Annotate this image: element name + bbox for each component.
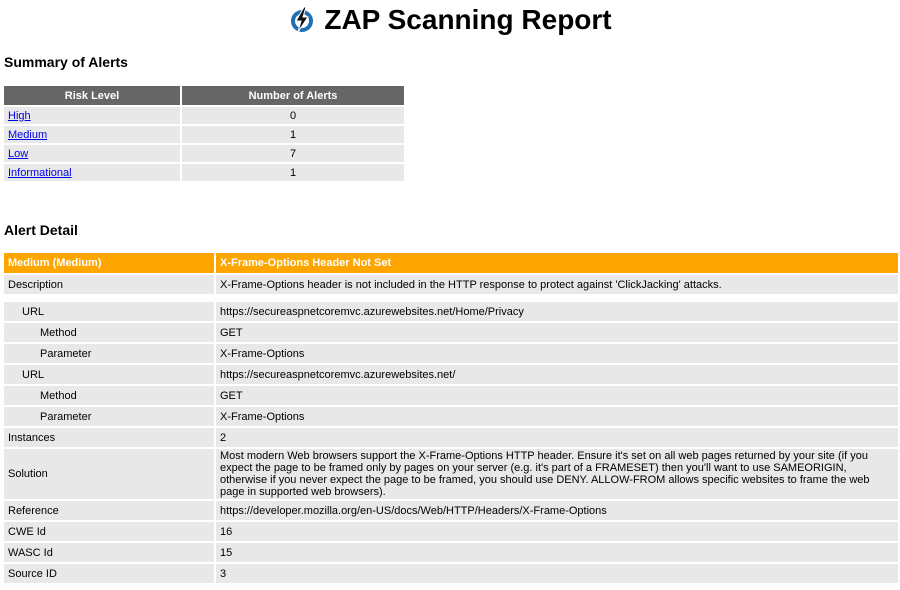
parameter-label: Parameter	[4, 407, 214, 426]
description-row	[4, 275, 898, 294]
risk-link-high[interactable]: High	[8, 109, 31, 122]
risk-link-medium[interactable]: Medium	[8, 128, 48, 141]
summary-table	[2, 84, 406, 183]
method-value: GET	[216, 386, 898, 405]
url-label: URL	[4, 302, 214, 321]
solution-value: Most modern Web browsers support the X-Frame-Options HTTP header. Ensure it's set on all web pages returned by your site (if you expect the page to be framed only by pages on your server (e.g. it's part of a FRAMESET) then you'll want to use SAMEORIGIN, otherwise if you never expect the page to be framed, you should use DENY. ALLOW-FROM allows specific websites to frame the web page in supported web browsers).	[216, 449, 898, 499]
report-title-container	[288, 4, 611, 36]
instance-parameter-row	[4, 344, 898, 363]
instance-method-row	[4, 386, 898, 405]
alert-name: X-Frame-Options Header Not Set	[216, 253, 898, 273]
instance-url-row	[4, 365, 898, 384]
cwe-row	[4, 522, 898, 541]
method-label: Method	[4, 323, 214, 342]
parameter-label: Parameter	[4, 344, 214, 363]
url-value: https://secureaspnetcoremvc.azurewebsites.net/	[216, 365, 898, 384]
alert-count-header: Number of Alerts	[182, 86, 404, 105]
cwe-value: 16	[216, 522, 898, 541]
instance-parameter-row	[4, 407, 898, 426]
parameter-value: X-Frame-Options	[216, 344, 898, 363]
description-label: Description	[4, 275, 214, 294]
alert-header-row	[4, 253, 898, 273]
summary-heading: Summary of Alerts	[4, 54, 128, 70]
summary-row-medium	[4, 126, 404, 143]
wasc-row	[4, 543, 898, 562]
zap-logo-icon	[288, 6, 316, 34]
count-informational: 1	[182, 164, 404, 181]
report-header	[0, 4, 900, 39]
wasc-label: WASC Id	[4, 543, 214, 562]
reference-row	[4, 501, 898, 520]
count-high: 0	[182, 107, 404, 124]
risk-level-header: Risk Level	[4, 86, 180, 105]
page-title: ZAP Scanning Report	[324, 4, 612, 35]
url-label: URL	[4, 365, 214, 384]
alert-risk-label: Medium (Medium)	[4, 253, 214, 273]
spacer-row	[4, 296, 898, 300]
source-id-value: 3	[216, 564, 898, 583]
summary-header-row	[4, 86, 404, 105]
summary-row-informational	[4, 164, 404, 181]
instance-method-row	[4, 323, 898, 342]
risk-link-informational[interactable]: Informational	[8, 166, 72, 179]
summary-row-high	[4, 107, 404, 124]
method-value: GET	[216, 323, 898, 342]
source-id-row	[4, 564, 898, 583]
source-id-label: Source ID	[4, 564, 214, 583]
instances-label: Instances	[4, 428, 214, 447]
instances-row	[4, 428, 898, 447]
alert-detail-heading: Alert Detail	[4, 222, 78, 238]
url-value: https://secureaspnetcoremvc.azurewebsites.net/Home/Privacy	[216, 302, 898, 321]
solution-row	[4, 449, 898, 499]
reference-label: Reference	[4, 501, 214, 520]
summary-row-low	[4, 145, 404, 162]
risk-link-low[interactable]: Low	[8, 147, 29, 160]
reference-value: https://developer.mozilla.org/en-US/docs/Web/HTTP/Headers/X-Frame-Options	[216, 501, 898, 520]
count-medium: 1	[182, 126, 404, 143]
parameter-value: X-Frame-Options	[216, 407, 898, 426]
instance-url-row	[4, 302, 898, 321]
method-label: Method	[4, 386, 214, 405]
instances-value: 2	[216, 428, 898, 447]
alert-detail-table	[2, 251, 900, 585]
wasc-value: 15	[216, 543, 898, 562]
solution-label: Solution	[4, 449, 214, 499]
cwe-label: CWE Id	[4, 522, 214, 541]
description-value: X-Frame-Options header is not included in the HTTP response to protect against 'ClickJacking' attacks.	[216, 275, 898, 294]
count-low: 7	[182, 145, 404, 162]
